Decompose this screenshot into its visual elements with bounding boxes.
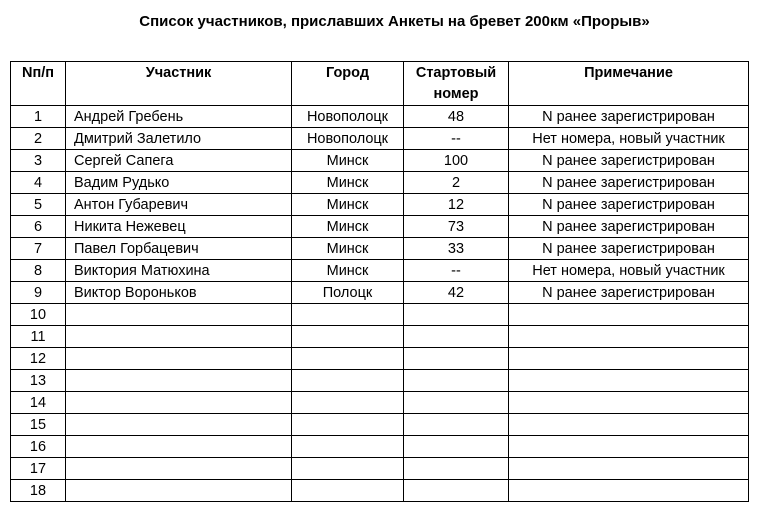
cell-num: 2: [11, 128, 66, 150]
table-row: [11, 172, 749, 194]
cell-start-number: 48: [404, 106, 509, 128]
cell-participant: [66, 348, 292, 370]
cell-city: [292, 458, 404, 480]
cell-note: [509, 414, 749, 436]
cell-participant: Никита Нежевец: [66, 216, 292, 238]
cell-participant: [66, 370, 292, 392]
cell-note: [509, 458, 749, 480]
cell-participant: Андрей Гребень: [66, 106, 292, 128]
cell-city: Полоцк: [292, 282, 404, 304]
cell-city: [292, 392, 404, 414]
cell-note: N ранее зарегистрирован: [509, 150, 749, 172]
cell-city: [292, 436, 404, 458]
cell-start-number: 33: [404, 238, 509, 260]
cell-city: [292, 348, 404, 370]
cell-participant: Антон Губаревич: [66, 194, 292, 216]
cell-num: 10: [11, 304, 66, 326]
cell-start-number: 100: [404, 150, 509, 172]
header-start-number: [404, 62, 509, 106]
cell-note: N ранее зарегистрирован: [509, 238, 749, 260]
table-row: [11, 304, 749, 326]
cell-participant: Вадим Рудько: [66, 172, 292, 194]
table-row: [11, 106, 749, 128]
cell-num: 7: [11, 238, 66, 260]
cell-city: Новополоцк: [292, 106, 404, 128]
cell-participant: Павел Горбацевич: [66, 238, 292, 260]
cell-participant: [66, 392, 292, 414]
table-row: [11, 282, 749, 304]
cell-city: Минск: [292, 150, 404, 172]
cell-start-number: 12: [404, 194, 509, 216]
cell-num: 5: [11, 194, 66, 216]
cell-start-number: 73: [404, 216, 509, 238]
cell-num: 3: [11, 150, 66, 172]
cell-note: [509, 348, 749, 370]
cell-start-number: [404, 436, 509, 458]
header-num: Nп/п: [11, 62, 66, 106]
cell-city: [292, 370, 404, 392]
cell-note: N ранее зарегистрирован: [509, 172, 749, 194]
cell-note: [509, 436, 749, 458]
table-row: [11, 348, 749, 370]
table-row: [11, 414, 749, 436]
cell-note: [509, 370, 749, 392]
cell-note: [509, 326, 749, 348]
cell-num: 8: [11, 260, 66, 282]
table-row: [11, 326, 749, 348]
cell-participant: [66, 480, 292, 502]
cell-start-number: [404, 370, 509, 392]
header-start-line2: номер: [433, 86, 479, 102]
cell-participant: [66, 414, 292, 436]
cell-participant: [66, 326, 292, 348]
cell-note: [509, 392, 749, 414]
cell-participant: [66, 458, 292, 480]
cell-city: Минск: [292, 238, 404, 260]
table-row: [11, 216, 749, 238]
header-city: Город: [292, 62, 404, 106]
table-row: [11, 260, 749, 282]
cell-city: Минск: [292, 260, 404, 282]
table-row: [11, 392, 749, 414]
table-row: [11, 480, 749, 502]
cell-start-number: --: [404, 128, 509, 150]
cell-num: 13: [11, 370, 66, 392]
cell-city: [292, 326, 404, 348]
cell-num: 12: [11, 348, 66, 370]
cell-note: N ранее зарегистрирован: [509, 216, 749, 238]
table-row: [11, 436, 749, 458]
cell-participant: [66, 304, 292, 326]
cell-start-number: [404, 480, 509, 502]
table-body: [11, 106, 749, 502]
cell-start-number: [404, 414, 509, 436]
cell-note: N ранее зарегистрирован: [509, 106, 749, 128]
cell-start-number: 2: [404, 172, 509, 194]
cell-num: 14: [11, 392, 66, 414]
header-participant: Участник: [66, 62, 292, 106]
participants-table: [10, 61, 749, 502]
document-title: Список участников, приславших Анкеты на бревет 200км «Прорыв»: [139, 13, 650, 30]
table-row: [11, 150, 749, 172]
cell-start-number: [404, 304, 509, 326]
cell-city: [292, 304, 404, 326]
table-row: [11, 238, 749, 260]
cell-note: Нет номера, новый участник: [509, 260, 749, 282]
cell-city: [292, 480, 404, 502]
cell-start-number: 42: [404, 282, 509, 304]
cell-city: Минск: [292, 194, 404, 216]
cell-note: N ранее зарегистрирован: [509, 194, 749, 216]
cell-num: 15: [11, 414, 66, 436]
cell-note: Нет номера, новый участник: [509, 128, 749, 150]
cell-participant: Дмитрий Залетило: [66, 128, 292, 150]
cell-participant: [66, 436, 292, 458]
cell-num: 11: [11, 326, 66, 348]
cell-num: 4: [11, 172, 66, 194]
table-row: [11, 458, 749, 480]
cell-num: 16: [11, 436, 66, 458]
cell-num: 18: [11, 480, 66, 502]
cell-city: [292, 414, 404, 436]
cell-note: N ранее зарегистрирован: [509, 282, 749, 304]
table-row: [11, 194, 749, 216]
cell-start-number: --: [404, 260, 509, 282]
table-row: [11, 128, 749, 150]
table-header-row: [11, 62, 749, 106]
cell-participant: Виктория Матюхина: [66, 260, 292, 282]
cell-city: Минск: [292, 216, 404, 238]
cell-num: 6: [11, 216, 66, 238]
cell-start-number: [404, 326, 509, 348]
header-start-line1: Стартовый: [415, 65, 497, 81]
cell-city: Новополоцк: [292, 128, 404, 150]
cell-note: [509, 304, 749, 326]
cell-note: [509, 480, 749, 502]
cell-participant: Сергей Сапега: [66, 150, 292, 172]
cell-participant: Виктор Вороньков: [66, 282, 292, 304]
cell-num: 1: [11, 106, 66, 128]
cell-num: 17: [11, 458, 66, 480]
cell-start-number: [404, 458, 509, 480]
table-row: [11, 370, 749, 392]
cell-city: Минск: [292, 172, 404, 194]
cell-start-number: [404, 348, 509, 370]
header-note: Примечание: [509, 62, 749, 106]
cell-num: 9: [11, 282, 66, 304]
cell-start-number: [404, 392, 509, 414]
